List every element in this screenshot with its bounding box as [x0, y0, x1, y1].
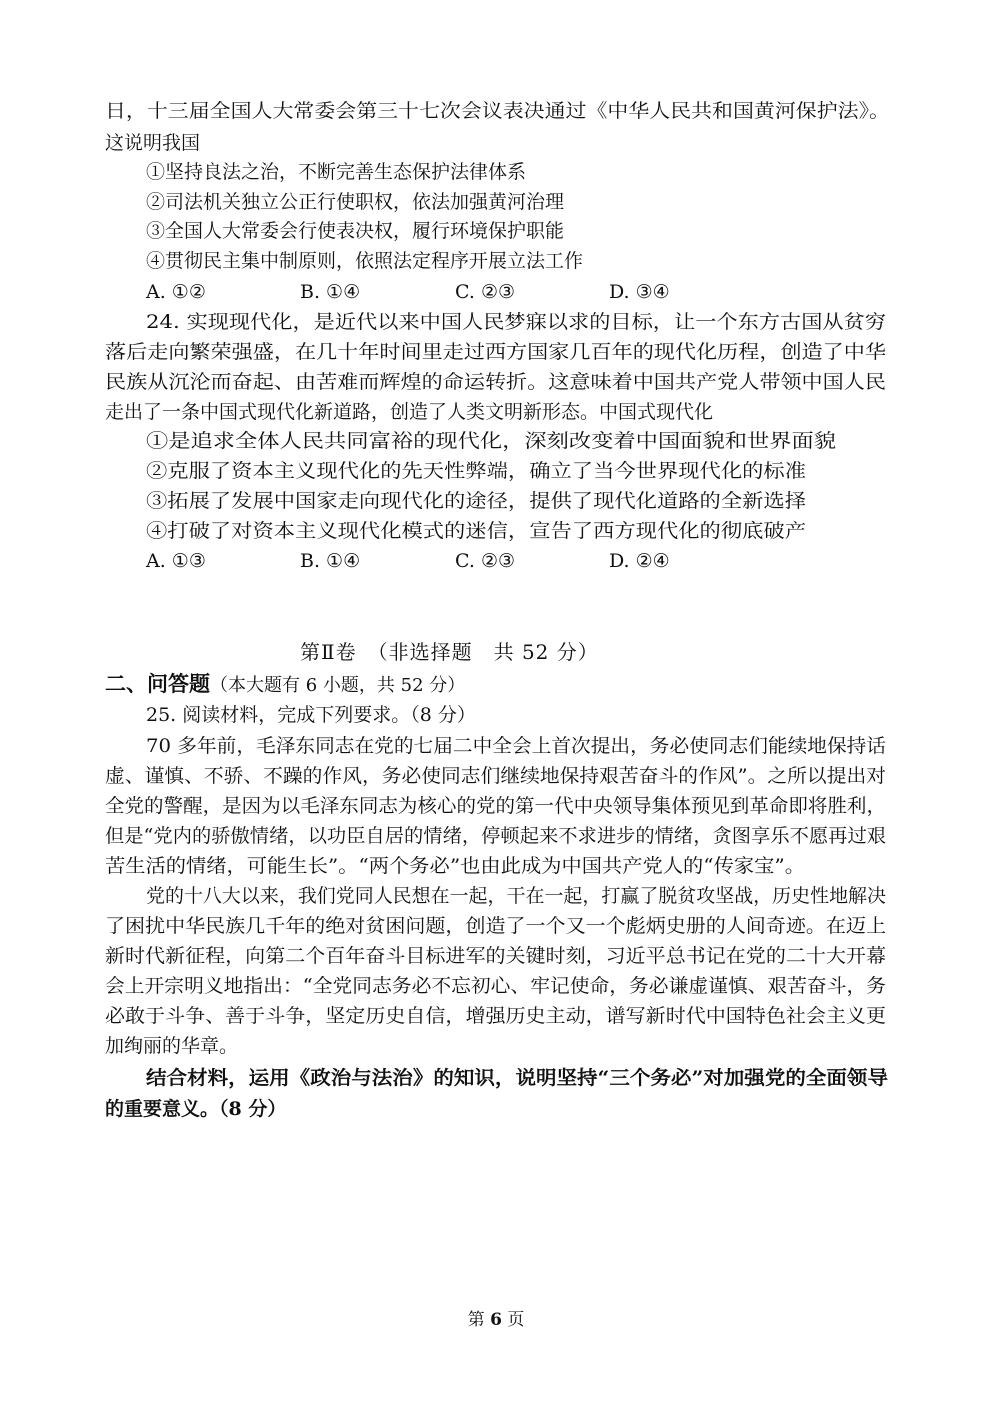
section-heading — [105, 671, 465, 699]
q23-line-1: 日，十三届全国人大常委会第三十七次会议表决通过《中华人民共和国黄河保护法》。 — [105, 100, 890, 122]
q24-option-d: D. ②④ — [609, 550, 670, 572]
q25-para1-line-3: 全党的警醒，是因为以毛泽东同志为核心的党的第一代中央领导集体预见到革命即将胜利， — [105, 795, 886, 817]
q23-line-2: 这说明我国 — [105, 132, 201, 154]
q25-para2-line-3: 新时代新征程，向第二个百年奋斗目标进军的关键时刻，习近平总书记在党的二十大开幕 — [105, 945, 886, 967]
q25-para1-line-5: 苦生活的情绪，可能生长”。“两个务必”也由此成为中国共产党人的“传家宝”。 — [105, 855, 805, 877]
q23-option-d: D. ③④ — [609, 281, 670, 303]
q24-statement-1: ①是追求全体人民共同富裕的现代化，深刻改变着中国面貌和世界面貌 — [146, 430, 836, 452]
q24-option-c: C. ②③ — [455, 550, 516, 572]
q24-statement-3: ③拓展了发展中国家走向现代化的途径，提供了现代化道路的全新选择 — [146, 490, 806, 512]
q25-para2-line-4: 会上开宗明义地指出：“全党同志务必不忘初心、牢记使命，务必谦虚谨慎、艰苦奋斗，务 — [105, 975, 886, 997]
section-heading-note: （本大题有 6 小题，共 52 分） — [210, 675, 466, 696]
q25-para1-line-1: 70 多年前，毛泽东同志在党的七届二中全会上首次提出，务必使同志们能续地保持话 — [146, 735, 886, 757]
q25-para2-line-2: 了困扰中华民族几千年的绝对贫困问题，创造了一个又一个彪炳史册的人间奇迹。在迈上 — [105, 915, 886, 937]
section-title: 第Ⅱ卷 （非选择题 共 52 分） — [300, 640, 599, 664]
q25-task-line-1: 结合材料，运用《政治与法治》的知识，说明坚持“三个务必”对加强党的全面领导 — [146, 1067, 888, 1089]
q23-option-b: B. ①④ — [300, 281, 361, 303]
q24-line-1: 24. 实现现代化，是近代以来中国人民梦寐以求的目标，让一个东方古国从贫穷 — [146, 311, 886, 333]
q23-statement-2: ②司法机关独立公正行使职权，依法加强黄河治理 — [146, 191, 565, 213]
q25-para1-line-4: 但是“党内的骄傲情绪，以功臣自居的情绪，停顿起来不求进步的情绪，贪图享乐不愿再过艰 — [105, 825, 886, 847]
page-number-prefix: 第 — [467, 1310, 485, 1330]
q24-statement-2: ②克服了资本主义现代化的先天性弊端，确立了当今世界现代化的标准 — [146, 460, 806, 482]
page-footer — [0, 1305, 992, 1330]
section-heading-label: 二、问答题 — [105, 672, 210, 696]
q24-line-3: 民族从沉沦而奋起、由苦难而辉煌的命运转折。这意味着中国共产党人带领中国人民 — [105, 371, 887, 393]
q23-option-a: A. ①② — [146, 281, 206, 303]
q24-option-a: A. ①③ — [146, 550, 206, 572]
q25-para2-line-5: 必敢于斗争、善于斗争，坚定历史自信，增强历史主动，谱写新时代中国特色社会主义更 — [105, 1005, 886, 1027]
q25-para1-line-2: 虚、谨慎、不骄、不躁的作风，务必使同志们继续地保持艰苦奋斗的作风”。之所以提出对 — [105, 765, 886, 787]
q25-para2-line-1: 党的十八大以来，我们党同人民想在一起，干在一起，打赢了脱贫攻坚战，历史性地解决 — [146, 885, 886, 907]
q24-option-b: B. ①④ — [300, 550, 361, 572]
q23-statement-1: ①坚持良法之治，不断完善生态保护法律体系 — [146, 161, 527, 183]
q25-task-line-2: 的重要意义。（8 分） — [105, 1098, 287, 1120]
page-number-suffix: 页 — [507, 1310, 525, 1330]
q25-prompt: 25. 阅读材料，完成下列要求。（8 分） — [146, 704, 476, 726]
q24-line-2: 落后走向繁荣强盛，在几十年时间里走过西方国家几百年的现代化历程，创造了中华 — [105, 341, 887, 363]
q23-option-c: C. ②③ — [455, 281, 516, 303]
q23-statement-3: ③全国人大常委会行使表决权，履行环境保护职能 — [146, 220, 565, 242]
q25-para2-line-6: 加绚丽的华章。 — [105, 1035, 239, 1057]
page-number: 6 — [490, 1310, 502, 1330]
q24-statement-4: ④打破了对资本主义现代化模式的迷信，宣告了西方现代化的彻底破产 — [146, 520, 806, 542]
q24-line-4: 走出了一条中国式现代化新道路，创造了人类文明新形态。中国式现代化 — [105, 401, 714, 423]
q23-statement-4: ④贯彻民主集中制原则，依照法定程序开展立法工作 — [146, 250, 584, 272]
